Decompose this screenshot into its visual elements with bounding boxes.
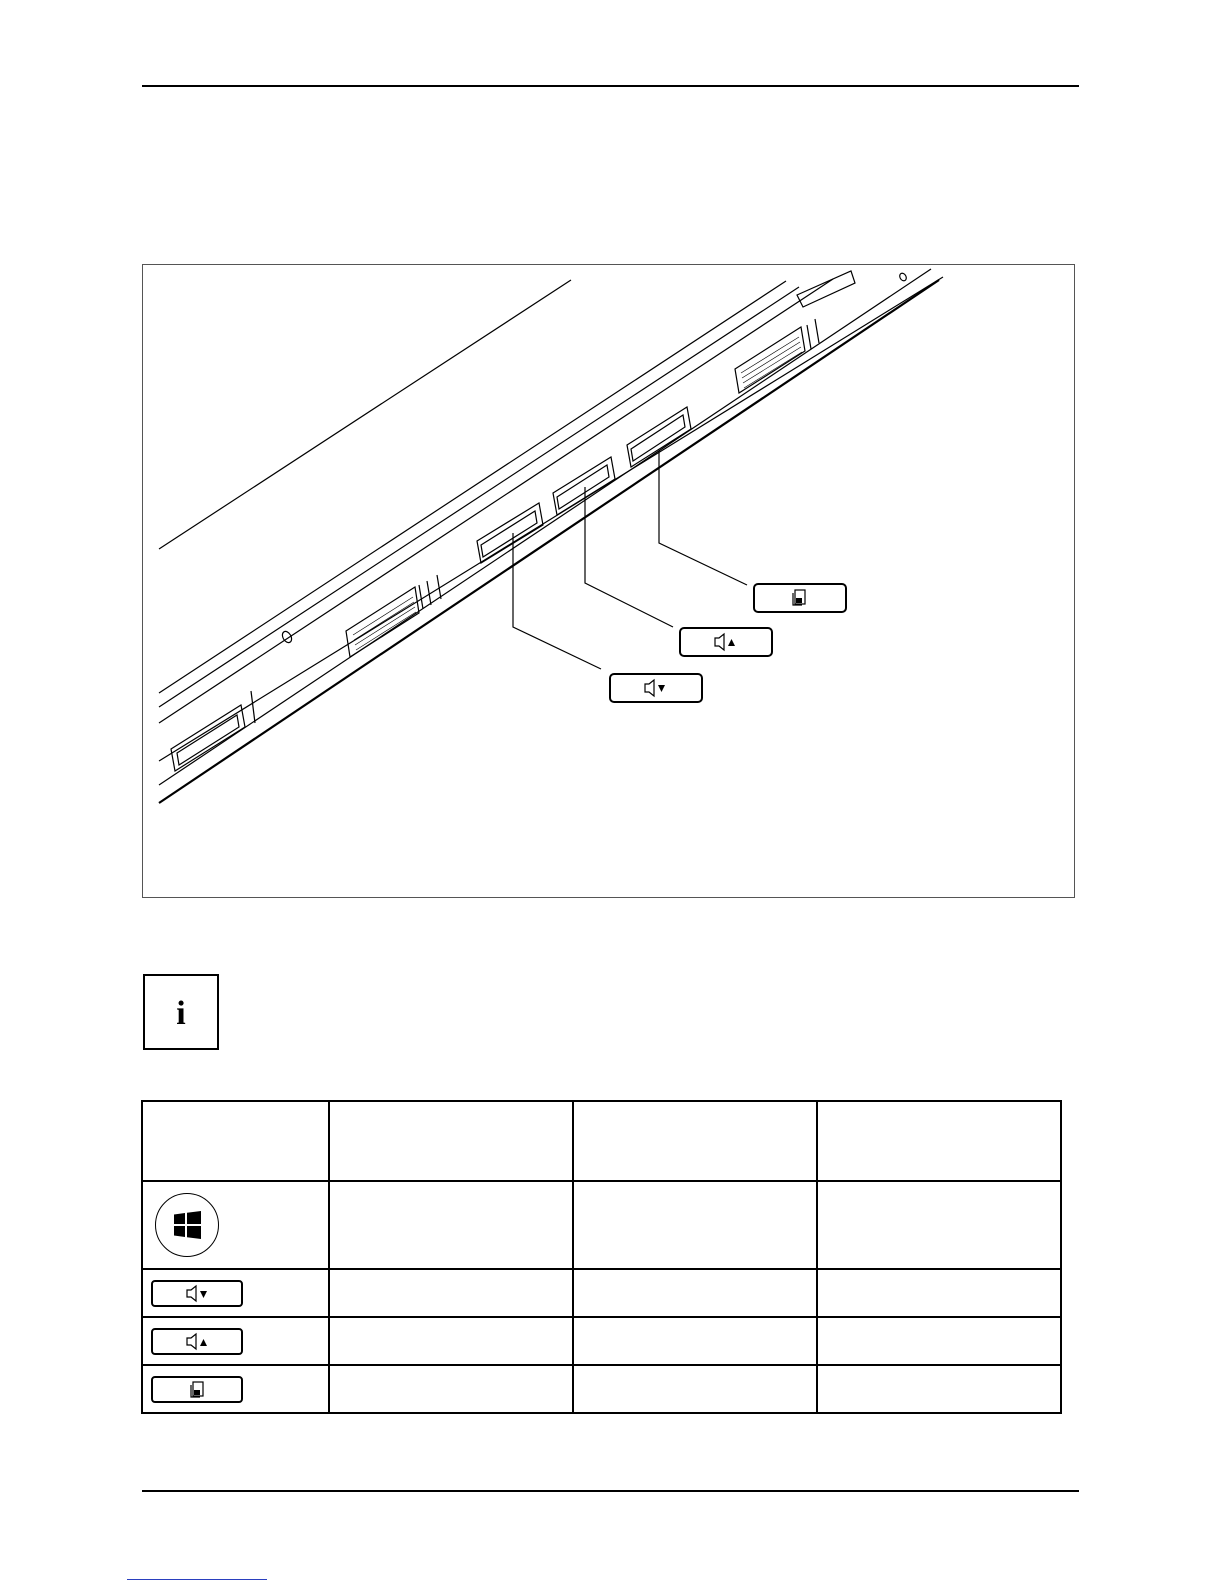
info-note-box	[143, 974, 219, 1050]
table-cell	[329, 1317, 573, 1365]
rotation-lock-icon	[755, 585, 845, 611]
table-row-volume-down	[142, 1269, 1061, 1317]
table-row-rotation-lock	[142, 1365, 1061, 1413]
rotation-lock-key	[151, 1376, 243, 1403]
table-cell	[573, 1181, 817, 1269]
table-icon-cell	[142, 1365, 329, 1413]
table-icon-cell	[142, 1181, 329, 1269]
callout-volume-down-button	[609, 673, 703, 703]
table-row-volume-up	[142, 1317, 1061, 1365]
device-edge-drawing	[143, 265, 1076, 899]
volume-down-key	[151, 1280, 243, 1307]
speaker-down-icon	[611, 675, 701, 701]
table-header-row	[142, 1101, 1061, 1181]
table-cell	[817, 1365, 1061, 1413]
table-cell	[329, 1269, 573, 1317]
table-cell	[573, 1317, 817, 1365]
footer-link-underline[interactable]	[127, 1571, 267, 1584]
windows-logo-icon	[156, 1194, 218, 1256]
callout-rotation-lock-button	[753, 583, 847, 613]
volume-up-key	[151, 1328, 243, 1355]
windows-button	[155, 1193, 219, 1257]
table-cell	[817, 1181, 1061, 1269]
callout-volume-up-button	[679, 627, 773, 657]
table-header-cell	[573, 1101, 817, 1181]
table-header-cell	[142, 1101, 329, 1181]
table-cell	[817, 1317, 1061, 1365]
svg-text:i: i	[176, 995, 186, 1032]
header-rule	[142, 85, 1079, 87]
table-cell	[573, 1269, 817, 1317]
table-cell	[329, 1181, 573, 1269]
table-cell	[329, 1365, 573, 1413]
table-row-windows-button	[142, 1181, 1061, 1269]
table-icon-cell	[142, 1317, 329, 1365]
table-header-cell	[329, 1101, 573, 1181]
tablet-buttons-table	[141, 1100, 1062, 1414]
table-icon-cell	[142, 1269, 329, 1317]
table-cell	[573, 1365, 817, 1413]
table-cell	[817, 1269, 1061, 1317]
rotation-lock-icon	[153, 1378, 241, 1401]
footer-rule	[142, 1490, 1079, 1492]
speaker-down-icon	[153, 1282, 241, 1305]
table-header-cell	[817, 1101, 1061, 1181]
speaker-up-icon	[153, 1330, 241, 1353]
speaker-up-icon	[681, 629, 771, 655]
info-icon	[161, 992, 201, 1032]
device-button-illustration	[142, 264, 1075, 898]
